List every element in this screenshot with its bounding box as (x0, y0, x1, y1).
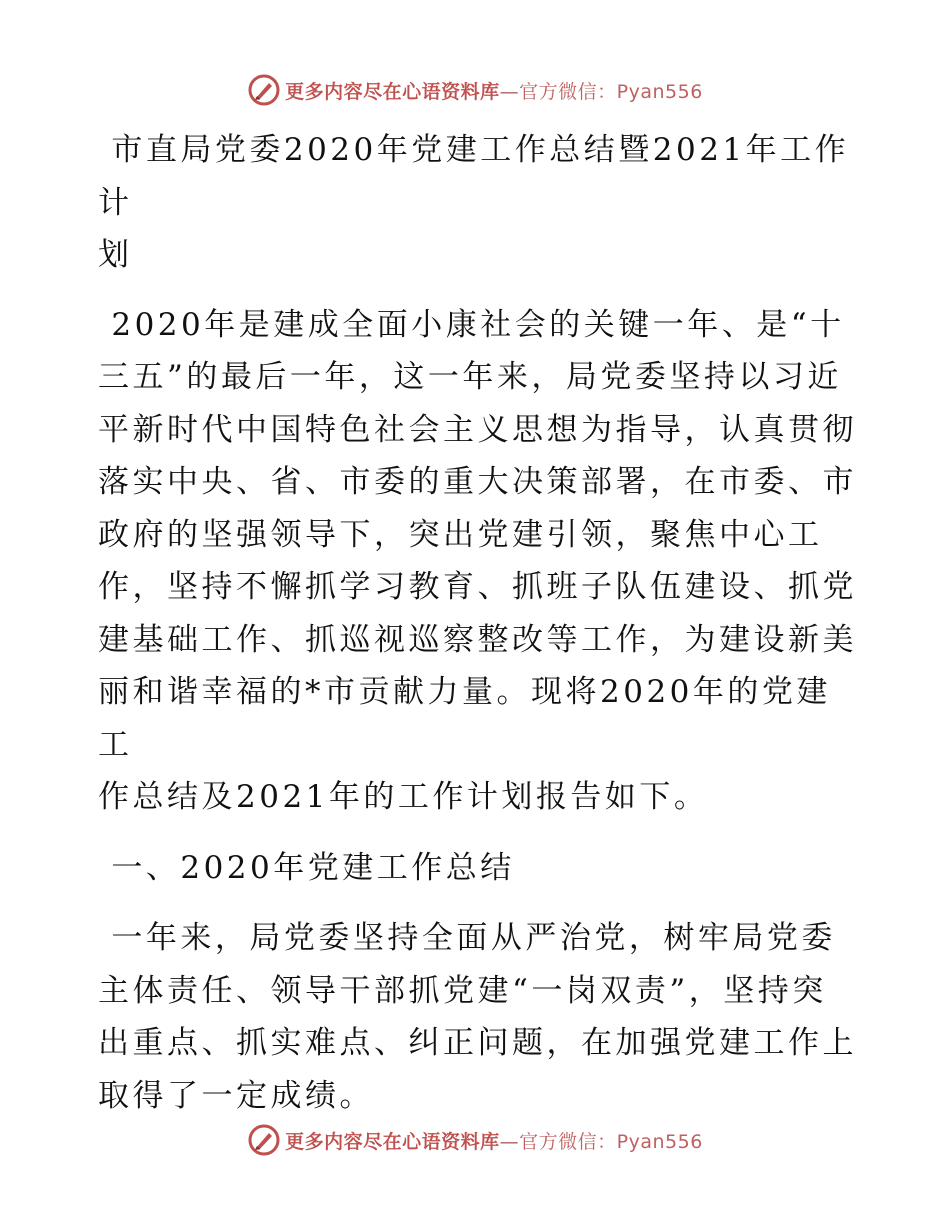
footer-banner (0, 1120, 950, 1160)
text-line: 平新时代中国特色社会主义思想为指导，认真贯彻 (98, 411, 857, 448)
banner-separator: — (499, 1130, 520, 1153)
document-body (98, 124, 858, 1122)
intro-paragraph (98, 299, 858, 824)
document-title (98, 124, 858, 282)
pen-circle-logo-icon (247, 73, 281, 107)
pen-circle-logo-icon (247, 1123, 281, 1157)
text-line: 丽和谐幸福的*市贡献力量。现将2020年的党建工 (98, 674, 831, 763)
text-line: 出重点、抓实难点、纠正问题，在加强党建工作上 (98, 1025, 857, 1061)
banner-wechat-text: 官方微信：Pyan556 (519, 1130, 703, 1153)
banner-text (285, 77, 703, 104)
text-line: 一年来，局党委坚持全面从严治党，树牢局党委 (98, 920, 836, 956)
banner-text (285, 1127, 703, 1154)
section-heading: 一、2020年党建工作总结 (98, 849, 515, 886)
text-line: 政府的坚强领导下，突出党建引领，聚焦中心工 (98, 516, 823, 553)
text-line: 建基础工作、抓巡视巡察整改等工作，为建设新美 (98, 621, 857, 658)
text-line: 三五”的最后一年，这一年来，局党委坚持以习近 (98, 359, 842, 395)
title-line: 划 (98, 237, 133, 273)
text-line: 取得了一定成绩。 (98, 1077, 374, 1114)
banner-wechat-text: 官方微信：Pyan556 (519, 80, 703, 103)
banner-main-text: 更多内容尽在心语资料库 (285, 80, 500, 103)
text-line: 作，坚持不懈抓学习教育、抓班子队伍建设、抓党 (98, 569, 857, 605)
text-line: 2020年是建成全面小康社会的关键一年、是“十 (98, 306, 845, 343)
title-line: 市直局党委2020年党建工作总结暨2021年工作计 (98, 132, 850, 221)
text-line: 主体责任、领导干部抓党建“一岗双责”，坚持突 (98, 972, 827, 1009)
banner-separator: — (499, 80, 520, 103)
text-line: 落实中央、省、市委的重大决策部署，在市委、市 (98, 464, 857, 500)
header-banner (0, 70, 950, 110)
section-paragraph (98, 912, 858, 1122)
banner-main-text: 更多内容尽在心语资料库 (285, 1130, 500, 1153)
text-line: 作总结及2021年的工作计划报告如下。 (98, 779, 709, 815)
